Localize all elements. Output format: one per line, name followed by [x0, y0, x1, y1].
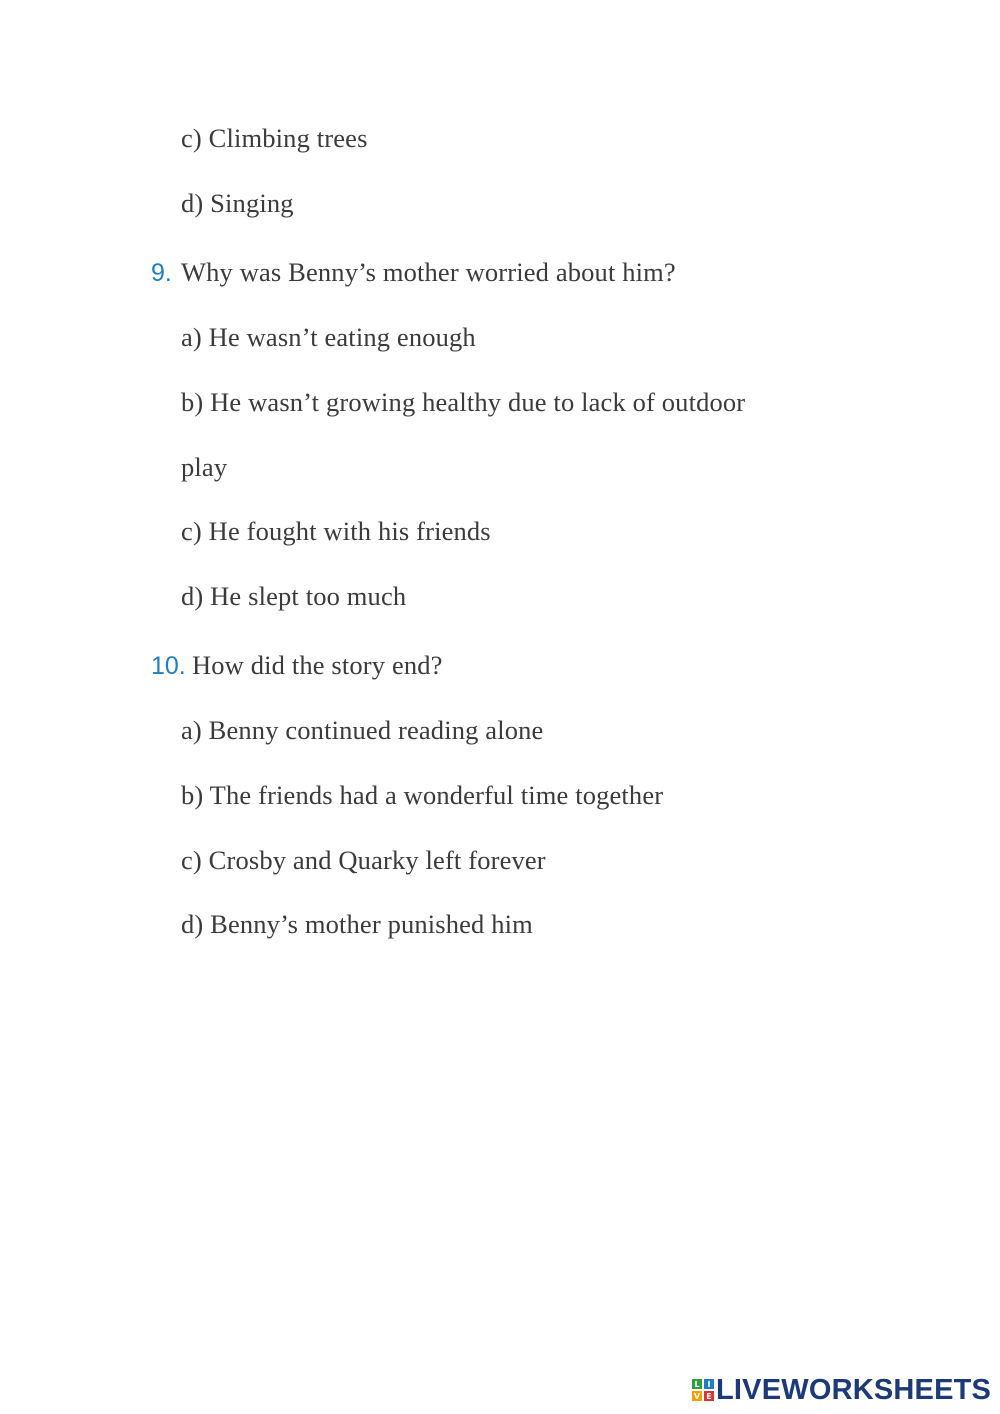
option-c: c) He fought with his friends — [181, 516, 491, 546]
question-number: 9. — [151, 259, 172, 287]
option-a: a) He wasn’t eating enough — [181, 322, 476, 352]
option-b-continuation: play — [181, 452, 228, 482]
svg-text:E: E — [706, 1392, 712, 1401]
option-a: a) Benny continued reading alone — [181, 715, 544, 745]
option-d: d) He slept too much — [181, 581, 407, 611]
option-d: d) Benny’s mother punished him — [181, 909, 533, 939]
option-d-singing: d) Singing — [181, 188, 294, 218]
svg-text:L: L — [694, 1380, 700, 1389]
option-c: c) Crosby and Quarky left forever — [181, 845, 546, 875]
liveworksheets-brand — [692, 1374, 991, 1406]
svg-text:I: I — [707, 1380, 711, 1389]
question-text: How did the story end? — [192, 650, 443, 680]
option-b: b) He wasn’t growing healthy due to lack of outdoor — [181, 387, 746, 417]
brand-text: LIVEWORKSHEETS — [716, 1373, 992, 1406]
liveworksheets-logo-icon — [692, 1379, 714, 1401]
option-b: b) The friends had a wonderful time together — [181, 780, 664, 810]
option-c-climbing-trees: c) Climbing trees — [181, 123, 368, 153]
question-text: Why was Benny’s mother worried about him? — [181, 257, 676, 287]
question-number: 10. — [151, 652, 186, 680]
svg-text:V: V — [693, 1392, 701, 1401]
